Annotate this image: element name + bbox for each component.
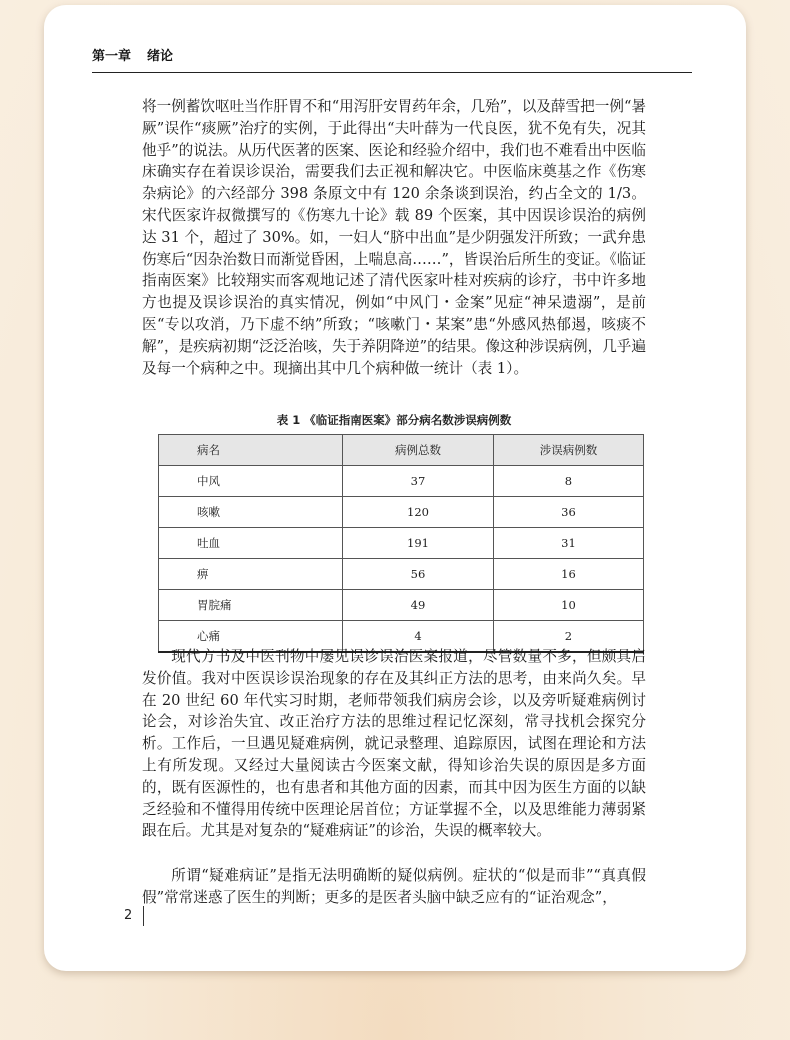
table-row	[159, 466, 644, 497]
paragraph-2: 现代方书及中医刊物中屡见误诊误治医案报道，尽管数量不多，但颇具启发价值。我对中医误诊误治现象的存在及其纠正方法的思考，由来尚久矣。早在 20 世纪 60 年代实习时期，老师带领我们病房会诊，以及旁听疑难病例讨论会，对诊治失宜、改正治疗方法的思维过程记忆深刻，常寻找机会探究分析。工作后，一旦遇见疑难病例，就记录整理、追踪原因，试图在理论和方法上有所发现。又经过大量阅读古今医案文献，得知诊治失误的原因是多方面的，既有医源性的，也有患者和其他方面的因素，而其中因为医生方面的以缺乏经验和不懂得用传统中医理论居首位；方证掌握不全，以及思维能力薄弱紧跟在后。尤其是对复杂的“疑难病证”的诊治，失误的概率较大。	[142, 648, 646, 840]
cell-total: 120	[343, 497, 494, 528]
cell-disease: 吐血	[159, 528, 343, 559]
header-total-cases: 病例总数	[343, 435, 494, 466]
page-number: 2	[124, 908, 133, 923]
table-row	[159, 590, 644, 621]
cell-misdiagnosed: 31	[493, 528, 643, 559]
cell-disease: 咳嗽	[159, 497, 343, 528]
cell-total: 4	[343, 621, 494, 653]
cell-misdiagnosed: 36	[493, 497, 643, 528]
header-disease-name: 病名	[159, 435, 343, 466]
table-header-row	[159, 435, 644, 466]
table-row	[159, 528, 644, 559]
table-row	[159, 559, 644, 590]
cell-misdiagnosed: 2	[493, 621, 643, 653]
paragraph-3: 所谓“疑难病证”是指无法明确断的疑似病例。症状的“似是而非”“真真假假”常常迷惑了医生的判断；更多的是医者头脑中缺乏应有的“证治观念”，	[142, 867, 646, 906]
statistics-table	[158, 434, 644, 653]
cell-total: 191	[343, 528, 494, 559]
page-number-divider	[143, 906, 144, 926]
running-header	[92, 44, 692, 73]
cell-disease: 心痛	[159, 621, 343, 653]
cell-disease: 胃脘痛	[159, 590, 343, 621]
table-caption: 表 1 《临证指南医案》部分病名数涉误病例数	[276, 413, 512, 427]
cell-total: 56	[343, 559, 494, 590]
cell-total: 49	[343, 590, 494, 621]
table-row	[159, 497, 644, 528]
cell-misdiagnosed: 10	[493, 590, 643, 621]
cell-misdiagnosed: 8	[493, 466, 643, 497]
header-misdiagnosed-cases: 涉误病例数	[493, 435, 643, 466]
paragraph-1: 将一例蓄饮呕吐当作肝胃不和“用泻肝安胃药年余，几殆”，以及薛雪把一例“暑厥”误作“痰厥”治疗的实例，于此得出“夫叶薛为一代良医，犹不免有失，况其他乎”的说法。从历代医著的医案、医论和经验介绍中，我们也不难看出中医临床确实存在着误诊误治，需要我们去正视和解决它。中医临床奠基之作《伤寒杂病论》的六经部分 398 条原文中有 120 余条谈到误治，约占全文的 1/3。宋代医家许叔微撰写的《伤寒九十论》载 89 个医案，其中因误诊误治的病例达 31 个，超过了 30%。如，一妇人“脐中出血”是少阴强发汗所致；一武弁患伤寒后“因杂治数日而渐觉昏困，上喘息高……”，皆误治后所生的变证。《临证指南医案》比较翔实而客观地记述了清代医家叶桂对疾病的诊疗，书中许多地方也提及误诊误治的真实情况，例如“中风门・金案”见症“神呆遗溺”，是前医“专以攻消，乃下虚不纳”所致；“咳嗽门・某案”患“外感风热郁遏，咳痰不解”，是疾病初期“泛泛治咳，失于养阴降逆”的结果。像这种涉误病例，几乎遍及每一个病种之中。现摘出其中几个病种做一统计（表 1）。	[142, 98, 646, 377]
chapter-title: 绪论	[147, 49, 174, 64]
cell-misdiagnosed: 16	[493, 559, 643, 590]
cell-total: 37	[343, 466, 494, 497]
chapter-number: 第一章	[92, 49, 132, 64]
cell-disease: 痹	[159, 559, 343, 590]
cell-disease: 中风	[159, 466, 343, 497]
